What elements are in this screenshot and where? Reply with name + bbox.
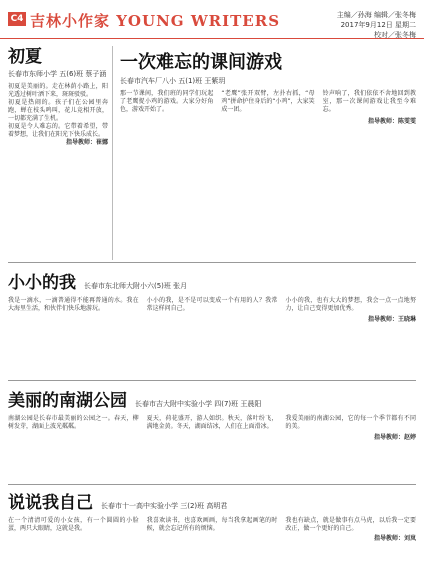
section-divider [8, 262, 416, 263]
article-heading-row [8, 386, 416, 413]
article-byline: 长春市吉大附中实验小学 四(7)班 王晨阳 [135, 400, 262, 408]
editor-line: 主编／孙海 编辑／张冬梅 [336, 11, 416, 19]
article-byline: 长春市东北师大附小六(5)班 张月 [84, 282, 188, 290]
article-byline: 长春市十一高中实验小学 三(2)班 高明君 [101, 502, 228, 510]
proofreader-line: 校对／张冬梅 [374, 31, 416, 39]
article-title: 美丽的南湖公园 [8, 391, 127, 411]
issue-meta [286, 10, 416, 40]
article-paragraph: 初夏是美丽的。走在林荫小路上，阳光透过树叶洒下来，斑斑驳驳。 [8, 83, 108, 98]
article-paragraph: 小小的我，也有大大的梦想，我会一点一点地努力，让自己变得更加优秀。 [285, 297, 417, 312]
article-paragraph: 小小的我，是不是可以变成一个有用的人？我常常这样问自己。 [146, 297, 278, 312]
article-paragraph: 我也有缺点，就是做事有点马虎，以后我一定要改正，做一个更好的自己。 [285, 517, 417, 532]
article-title: 小小的我 [8, 273, 76, 293]
teacher-credit: 指导教师：陈雯雯 [367, 118, 416, 125]
article-kejian-youxi [120, 48, 416, 258]
page-title: 吉林小作家 YOUNG WRITERS [30, 12, 281, 30]
article-title: 一次难忘的课间游戏 [120, 52, 282, 73]
article-title: 初夏 [8, 47, 42, 67]
date-line: 2017年9月12日 星期二 [340, 21, 416, 29]
article-heading-row [8, 268, 416, 295]
teacher-credit: 指导教师：崔娜 [65, 139, 108, 146]
article-byline: 长春市汽车厂八小 五(1)班 王紫玥 [120, 77, 226, 85]
article-nanhu-gongyuan [8, 386, 416, 482]
article-columns [8, 517, 416, 533]
article-heading-row [8, 488, 416, 515]
teacher-credit: 指导教师：刘岚 [373, 535, 416, 542]
article-paragraph: 我是一滴水，一滴普通得不能再普通的水。我在大海里生活，和伙伴们快乐地游玩。 [8, 297, 139, 312]
article-byline: 长春市东师小学 五(6)班 蔡子涵 [8, 70, 107, 78]
article-paragraph: 我爱美丽的南湖公园，它的每一个季节都有不同的美。 [285, 415, 417, 430]
article-paragraph: 南湖公园是长春市最美丽的公园之一。春天，柳树发芽，湖面上波光粼粼。 [8, 415, 139, 430]
section-divider [8, 484, 416, 485]
teacher-credit: 指导教师：赵婷 [373, 434, 416, 441]
section-divider [8, 380, 416, 381]
page-header [0, 0, 424, 39]
article-paragraph: 夏天，荷花盛开，游人如织。秋天，落叶纷飞，满地金黄。冬天，湖面结冰，人们在上面滑冰。 [146, 415, 278, 430]
article-paragraph: 在一个清清可爱的小女孩，有一个圆圆的小脸蛋，两只大眼睛，这就是我。 [8, 517, 139, 532]
article-shuoshuo-ziji [8, 488, 416, 578]
teacher-credit: 指导教师：王晓琳 [367, 316, 416, 323]
article-columns [8, 415, 416, 431]
column-divider [112, 46, 113, 260]
article-xiaoxiao-de-wo [8, 268, 416, 378]
article-paragraph: 那一节课间，我们班的同学们玩起了老鹰捉小鸡的游戏。大家分好角色，游戏开始了。 [120, 90, 214, 113]
article-paragraph: 我喜欢读书，也喜欢画画，每当我拿起画笔的时候，就会忘记所有的烦恼。 [146, 517, 278, 532]
article-columns [120, 90, 416, 114]
article-paragraph: “老鹰”张开双臂，左扑右抓，“母鸡”拼命护住身后的“小鸡”，大家笑成一团。 [221, 90, 315, 113]
article-paragraph: 铃声响了，我们依依不舍地回到教室，那一次课间游戏让我至今难忘。 [322, 90, 416, 113]
article-title: 说说我自己 [8, 493, 93, 513]
article-columns [8, 297, 416, 313]
article-chuxia [8, 42, 108, 264]
article-paragraph: 初夏是热闹的。孩子们在公园里奔跑，蝉在枝头鸣叫，花儿竞相开放，一切都充满了生机。 [8, 99, 108, 122]
page-number: C4 [8, 12, 26, 26]
article-paragraph: 初夏是令人难忘的。它带着希望，带着梦想，让我们在阳光下快乐成长。 [8, 123, 108, 138]
